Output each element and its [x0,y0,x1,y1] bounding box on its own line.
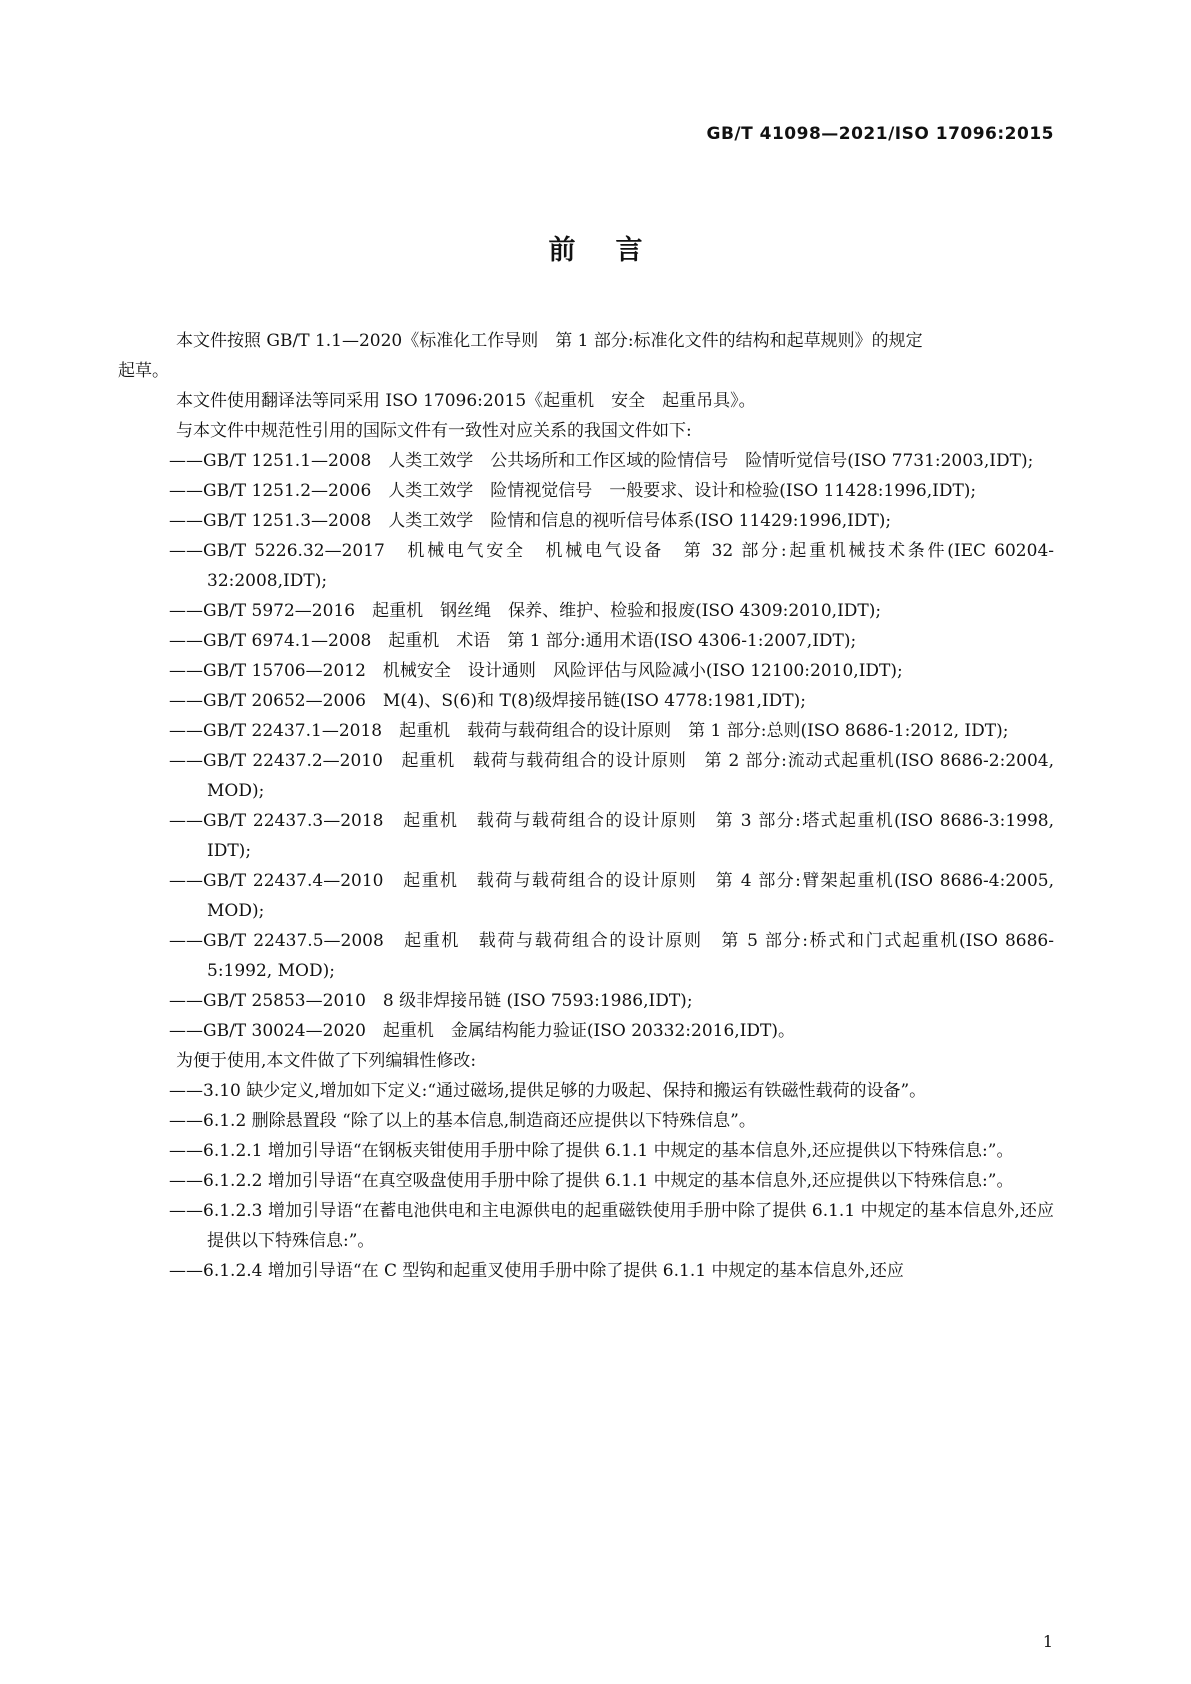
intro-paragraph [118,326,1054,386]
reference-item: ——GB/T 1251.1—2008 人类工效学 公共场所和工作区域的险情信号 险情听觉信号(ISO 7731:2003,IDT); [169,451,1034,471]
reference-item: ——GB/T 30024—2020 起重机 金属结构能力验证(ISO 20332:2016,IDT)。 [169,1021,796,1041]
edit-item: ——6.1.2.3 增加引导语“在蓄电池供电和主电源供电的起重磁铁使用手册中除了提供 6.1.1 中规定的基本信息外,还应提供以下特殊信息:”。 [169,1201,1054,1251]
reference-item: ——GB/T 25853—2010 8 级非焊接吊链 (ISO 7593:1986,IDT); [169,991,693,1011]
reference-item: ——GB/T 1251.3—2008 人类工效学 险情和信息的视听信号体系(ISO 11429:1996,IDT); [169,511,892,531]
reference-item: ——GB/T 22437.1—2018 起重机 载荷与载荷组合的设计原则 第 1 部分:总则(ISO 8686-1:2012, IDT); [169,721,1009,741]
edit-item: ——6.1.2 删除悬置段 “除了以上的基本信息,制造商还应提供以下特殊信息”。 [169,1111,756,1131]
reference-item: ——GB/T 22437.3—2018 起重机 载荷与载荷组合的设计原则 第 3 部分:塔式起重机(ISO 8686-3:1998, IDT); [169,811,1054,861]
page-number: 1 [1042,1632,1053,1651]
reference-item: ——GB/T 20652—2006 M(4)、S(6)和 T(8)级焊接吊链(ISO 4778:1981,IDT); [169,691,806,711]
edit-item: ——3.10 缺少定义,增加如下定义:“通过磁场,提供足够的力吸起、保持和搬运有铁磁性载荷的设备”。 [169,1081,927,1101]
standard-number-header: GB/T 41098—2021/ISO 17096:2015 [706,124,1054,144]
reference-item: ——GB/T 6974.1—2008 起重机 术语 第 1 部分:通用术语(ISO 4306-1:2007,IDT); [169,631,857,651]
reference-item: ——GB/T 22437.4—2010 起重机 载荷与载荷组合的设计原则 第 4 部分:臂架起重机(ISO 8686-4:2005, MOD); [169,871,1054,921]
reference-item: ——GB/T 22437.5—2008 起重机 载荷与载荷组合的设计原则 第 5 部分:桥式和门式起重机(ISO 8686-5:1992, MOD); [169,931,1054,981]
edit-item: ——6.1.2.1 增加引导语“在钢板夹钳使用手册中除了提供 6.1.1 中规定的基本信息外,还应提供以下特殊信息:”。 [169,1141,1014,1161]
intro-paragraph-continuation: 起草。 [118,361,169,381]
edit-item: ——6.1.2.2 增加引导语“在真空吸盘使用手册中除了提供 6.1.1 中规定的基本信息外,还应提供以下特殊信息:”。 [169,1171,1014,1191]
intro-paragraph: 与本文件中规范性引用的国际文件有一致性对应关系的我国文件如下: [176,421,692,441]
page-title: 前言 [548,235,683,266]
edits-list [118,1076,1054,1286]
reference-list [118,446,1054,1046]
intro-paragraph: 本文件使用翻译法等同采用 ISO 17096:2015《起重机 安全 起重吊具》。 [176,391,756,411]
edits-intro: 为便于使用,本文件做了下列编辑性修改: [176,1051,477,1071]
intro-paragraph-text: 本文件按照 GB/T 1.1—2020《标准化工作导则 第 1 部分:标准化文件的结构和起草规则》的规定 [176,331,923,351]
reference-item: ——GB/T 22437.2—2010 起重机 载荷与载荷组合的设计原则 第 2 部分:流动式起重机(ISO 8686-2:2004, MOD); [169,751,1054,801]
edit-item: ——6.1.2.4 增加引导语“在 C 型钩和起重叉使用手册中除了提供 6.1.1 中规定的基本信息外,还应 [169,1261,904,1281]
reference-item: ——GB/T 15706—2012 机械安全 设计通则 风险评估与风险减小(ISO 12100:2010,IDT); [169,661,903,681]
document-body [118,326,1054,1286]
reference-item: ——GB/T 5972—2016 起重机 钢丝绳 保养、维护、检验和报废(ISO 4309:2010,IDT); [169,601,882,621]
reference-item: ——GB/T 5226.32—2017 机械电气安全 机械电气设备 第 32 部分:起重机械技术条件(IEC 60204-32:2008,IDT); [169,541,1054,591]
reference-item: ——GB/T 1251.2—2006 人类工效学 险情视觉信号 一般要求、设计和检验(ISO 11428:1996,IDT); [169,481,977,501]
